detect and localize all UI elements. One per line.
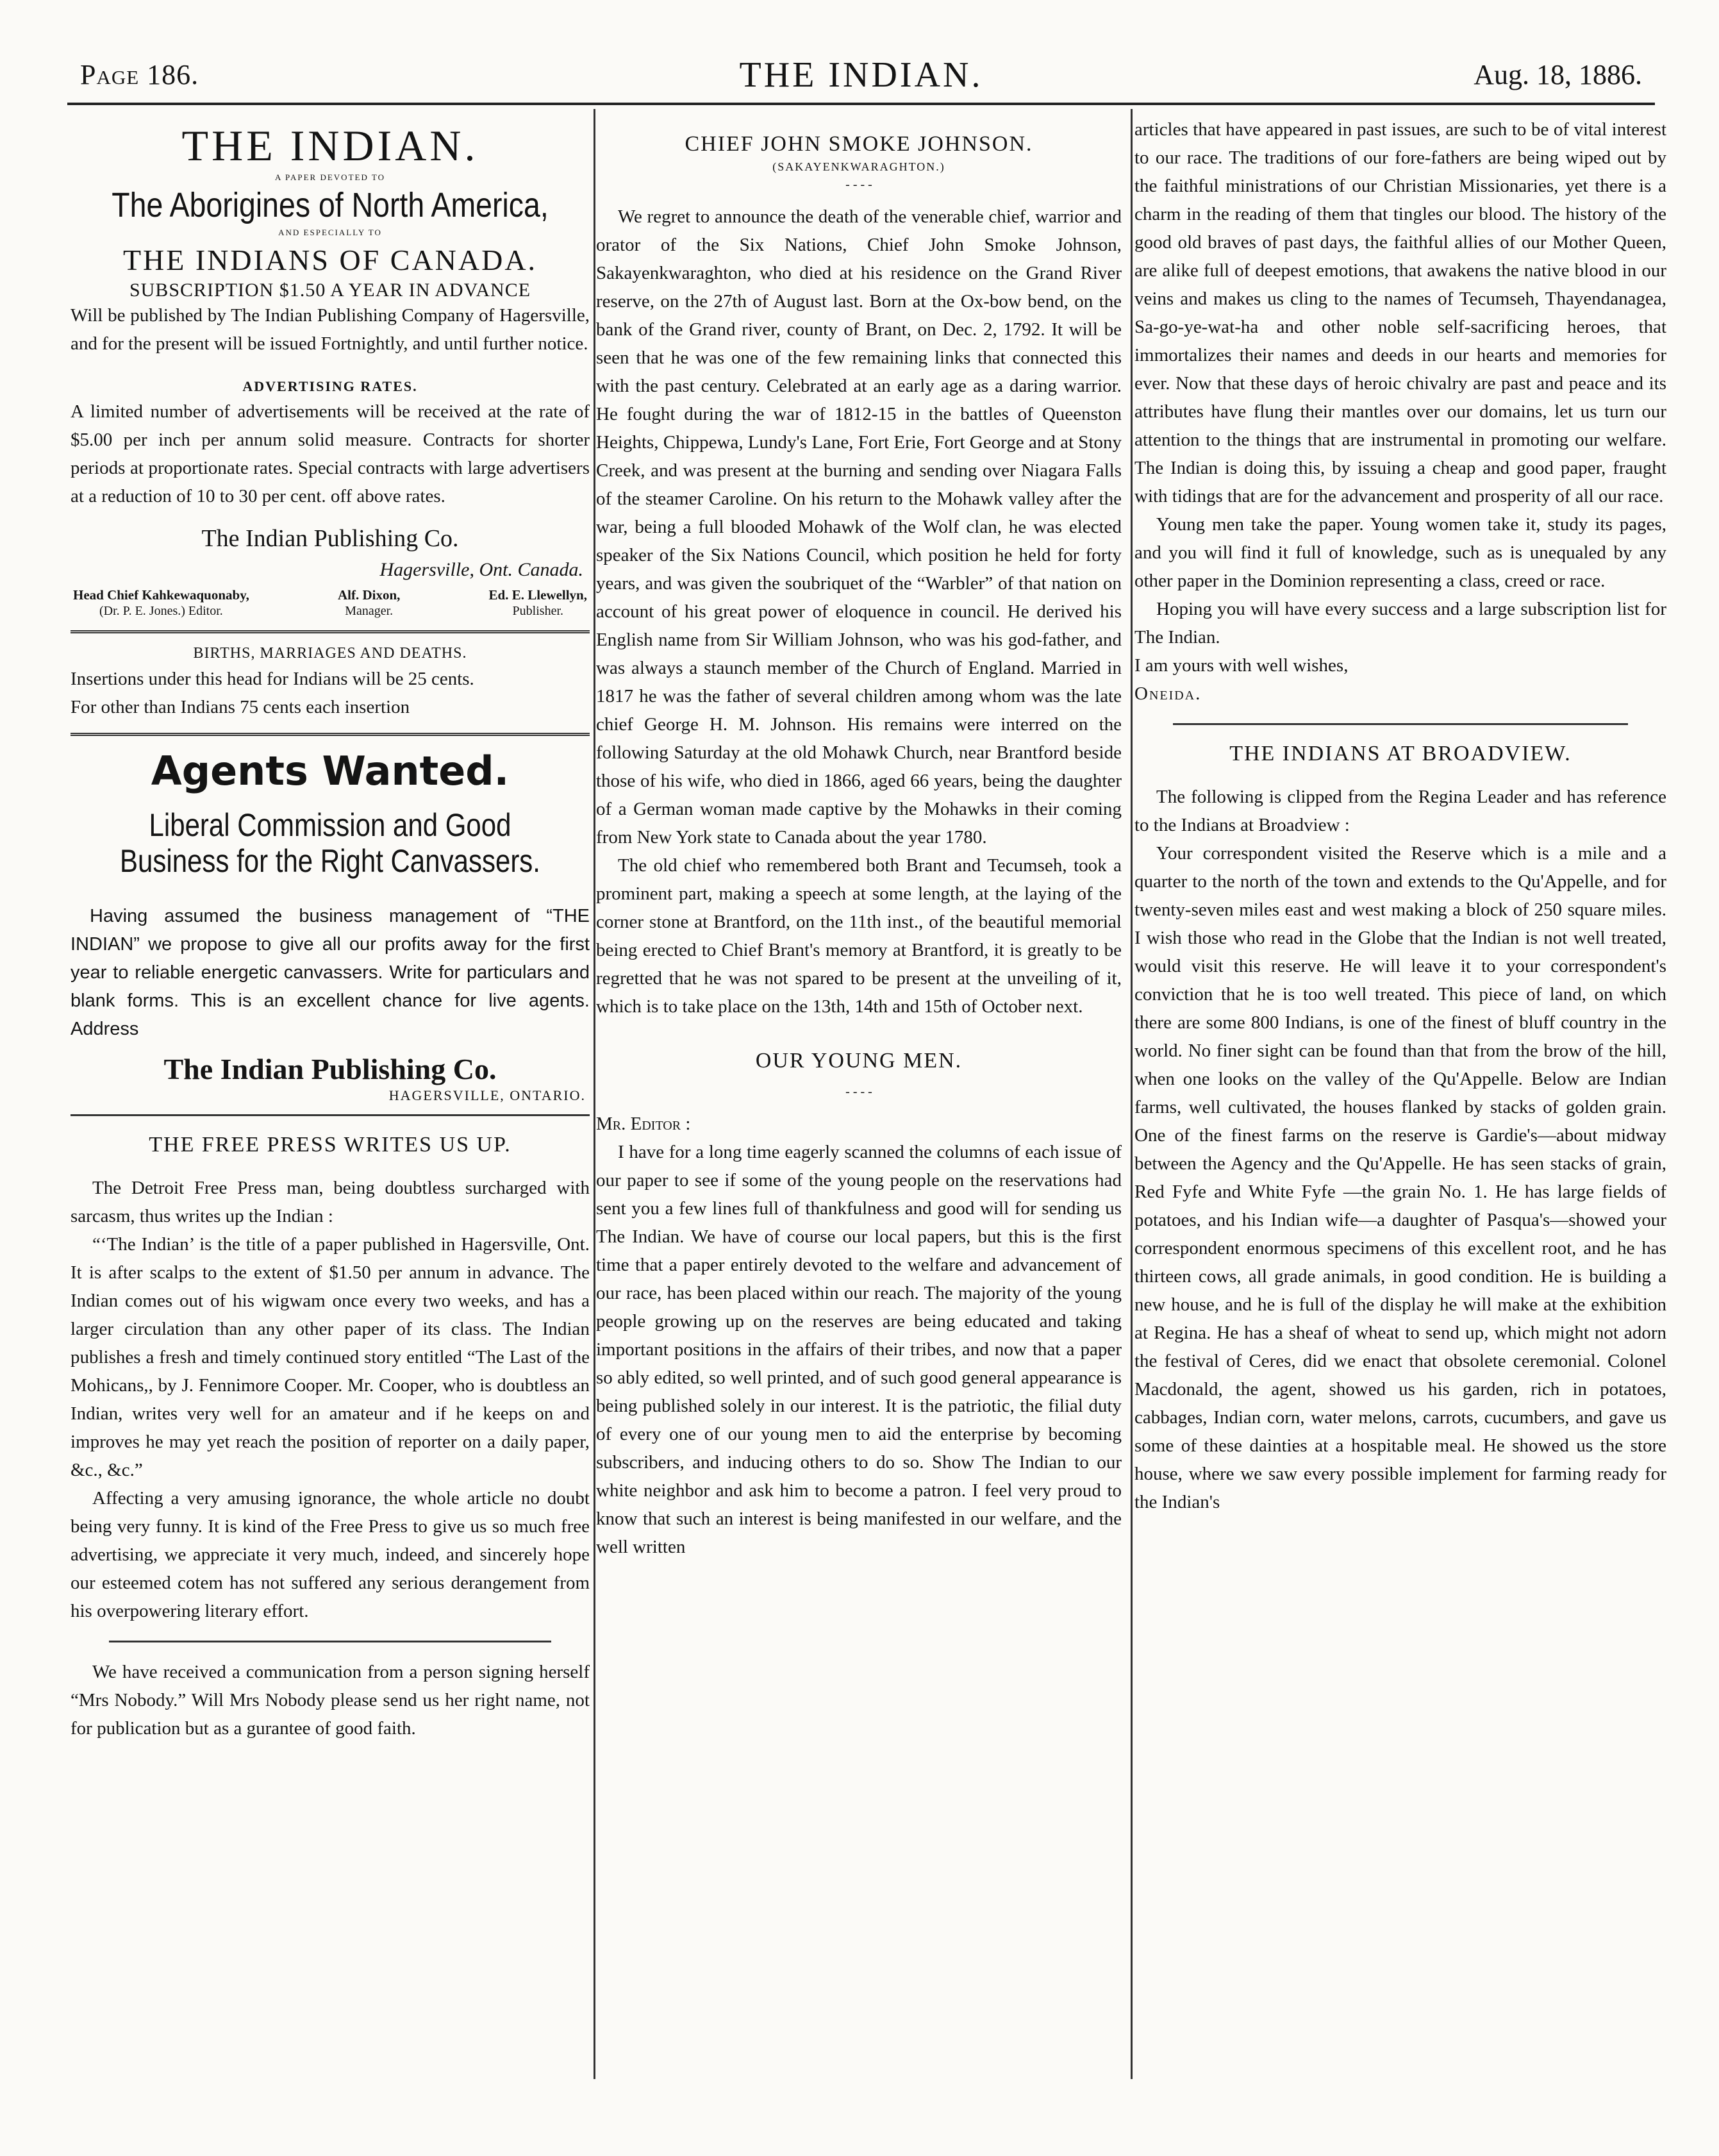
page-number: Page 186.: [80, 59, 199, 90]
especially-line: AND ESPECIALLY TO: [278, 228, 382, 237]
page-header: [67, 54, 1655, 99]
letter-closing: I am yours with well wishes,: [1134, 655, 1349, 676]
advertising-text: A limited number of advertisements will be received at the rate of $5.00 per inch per annum solid measure. Contracts for shorter periods at proportionate rates. Special contracts with large advertisers at a reduction of 10 to 30 per cent. off above rates.: [71, 401, 590, 506]
aborigines-line: The Aborigines of North America,: [112, 186, 549, 224]
divider: [1173, 723, 1628, 725]
broadview-body: Your correspondent visited the Reserve which is a mile and a quarter to the north of the town and extends to the Qu'Appelle, and for twenty-seven miles east and west making a block of 250 square miles. I wish those who read in the Globe that the Indian is not well treated, would visit this reserve. He will leave it to your correspondent's conviction that he is too well treated. This piece of land, on which there are some 800 Indians, is one of the finest of bluff country in the world. No finer sight can be found than that from the brow of the hill, when one looks on the valley of the Qu'Appelle. Below are Indian farms, well cultivated, the houses flanked by stacks of golden grain. One of the finest farms on the reserve is Gardie's—about midway between the Agency and the Qu'Appelle. He has seen stacks of grain, Red Fyfe and White Fyfe —the grain No. 1. He has large fields of potatoes, and his Indian wife—a daughter of Pasqua's—showed your correspondent enormous specimens of this excellent root, and he has thirteen cows, all grade animals, in good condition. He is building a new house, and he is full of the display he will make at the exhibition at Regina. He has a sheaf of wheat to send up, which might not adorn the festival of Ceres, did we enact that obsolete ceremonial. Colonel Macdonald, the agent, showed us his garden, rich in potatoes, cabbages, Indian corn, water melons, carrots, cucumbers, and gave us some of these dainties at a hospitable meal. He showed us the store house, where we saw every possible implement for farming ready for the Indian's: [1134, 843, 1666, 1512]
column-middle: [596, 115, 1122, 1561]
column-right: [1134, 115, 1666, 1516]
mrs-nobody-note: We have received a communication from a person signing herself “Mrs Nobody.” Will Mrs Nobody please send us her right name, not for publication but as a gurantee of good faith.: [71, 1662, 590, 1739]
divider: [71, 733, 590, 736]
staff-publisher: Ed. E. Llewellyn, Publisher.: [488, 587, 587, 618]
staff-list: [73, 587, 587, 619]
column-left: [71, 115, 590, 1742]
divider: [71, 1114, 590, 1116]
header-rule: [67, 103, 1655, 105]
publisher-location: Hagersville, Ont. Canada.: [379, 559, 583, 580]
dash-ornament: - - - -: [845, 178, 872, 192]
young-men-heading: OUR YOUNG MEN.: [755, 1049, 963, 1073]
young-men-p2: Young men take the paper. Young women take it, study its pages, and you will find it full of knowledge, such as is unequaled by any other paper in the Dominion representing a class, creed or race.: [1134, 514, 1666, 591]
letter-signature: Oneida.: [1134, 683, 1202, 704]
obituary-subheading: (SAKAYENKWARAGHTON.): [772, 160, 945, 173]
advertising-heading: ADVERTISING RATES.: [242, 378, 418, 394]
letter-salutation: Mr. Editor :: [596, 1114, 691, 1134]
obituary-heading: CHIEF JOHN SMOKE JOHNSON.: [685, 132, 1033, 156]
newspaper-title: THE INDIAN.: [739, 55, 983, 95]
dash-ornament: - - - -: [845, 1085, 872, 1099]
births-text-2: For other than Indians 75 cents each insertion: [71, 697, 410, 717]
publisher-name: The Indian Publishing Co.: [201, 525, 459, 552]
agents-location: HAGERSVILLE, ONTARIO.: [388, 1087, 586, 1103]
canada-line: THE INDIANS OF CANADA.: [122, 244, 538, 276]
young-men-p1-continued: articles that have appeared in past issues, are such to be of vital interest to our race. The traditions of our fore-fathers are being wiped out by the faithful ministrations of our Christian Missionaries, yet there is a charm in the reading of them that tingles our blood. The history of the good old braves of past days, the faithful allies of our Mother Queen, are alike full of deepest emotions, that awakens the native blood in our veins and makes us cling to the names of Tecumseh, Thayendanagea, Sa-go-ye-wat-ha and other noble self-sacrificing heroes, that immortalizes their names and deeds in our hearts and memories for ever. Now that these days of heroic chivalry are past and peace and its attributes have flung their mantles over our domains, let us turn our attention to the things that are instrumental in promoting our welfare. The Indian is doing this, by issuing a cheap and good paper, fraught with tidings that are for the advancement and prosperity of all our race.: [1134, 119, 1666, 506]
publish-note: Will be published by The Indian Publishing Company of Hagersville, and for the present will be issued Fortnightly, and until further notice.: [71, 305, 590, 354]
young-men-p3: Hoping you will have every success and a large subscription list for The Indian.: [1134, 599, 1666, 648]
obituary-p2: The old chief who remembered both Brant and Tecumseh, took a prominent part, making a speech at some length, at the laying of the corner stone at Brantford, on the 11th inst., of the beautiful memorial being erected to Chief Brant's memory at Brantford, it is greatly to be regretted that he was not spared to be present at the unveiling of it, which is to take place on the 13th, 14th and 15th of October next.: [596, 855, 1122, 1017]
young-men-p1: I have for a long time eagerly scanned the columns of each issue of our paper to see if some of the young people on the reservations had sent you a few lines full of thankfulness and good will for sending us The Indian. We have of course our local papers, but this is the first time that a paper entirely devoted to the welfare and advancement of our race, has been placed within our reach. The majority of the young people growing up on the reserves are being educated and taking important positions in the affairs of their tribes, and now that a paper so ably edited, so well printed, and of such good general appearance is being published solely in our interest. It is the patriotic, the filial duty of every one of our young men to aid the enterprise by becoming subscribers, and inducing others to do so. Show The Indian to our white neighbor and ask him to become a patron. I feel very proud to know that such an interest is being manifested in our welfare, and the well written: [596, 1142, 1122, 1557]
issue-date: Aug. 18, 1886.: [1474, 59, 1642, 90]
agents-heading: Agents Wanted.: [151, 748, 510, 794]
free-press-p3: Affecting a very amusing ignorance, the whole article no doubt being very funny. It is kind of the Free Press to give us so much free advertising, we appreciate it very much, indeed, and sincerely hope our esteemed cotem has not suffered any serious derangement from his overpowering literary effort.: [71, 1488, 590, 1621]
broadview-intro: The following is clipped from the Regina Leader and has reference to the Indians at Broadview :: [1134, 787, 1666, 835]
free-press-quote: “‘The Indian’ is the title of a paper published in Hagersville, Ont. It is after scalps to the extent of $1.50 per annum in advance. The Indian comes out of his wigwam once every two weeks, and has a larger circulation than any other paper of its class. The Indian publishes a fresh and timely continued story entitled “The Last of the Mohicans,, by J. Fennimore Cooper. Mr. Cooper, who is doubtless an Indian, writes very well for an amateur and if he keeps on and improves he may yet reach the position of reporter on a daily paper, &c., &c.”: [71, 1234, 590, 1480]
column-rule: [1131, 109, 1133, 2079]
masthead-title: THE INDIAN.: [181, 121, 479, 170]
column-rule: [594, 109, 595, 2079]
agents-subheading: Liberal Commission and Good Business for the Right Canvassers.: [120, 807, 540, 879]
devoted-line: A PAPER DEVOTED TO: [275, 172, 385, 182]
births-text-1: Insertions under this head for Indians will be 25 cents.: [71, 669, 474, 689]
subscription-line: SUBSCRIPTION $1.50 A YEAR IN ADVANCE: [129, 280, 531, 301]
staff-editor: Head Chief Kahkewaquonaby, (Dr. P. E. Jones.) Editor.: [73, 587, 249, 618]
divider: [109, 1641, 551, 1642]
agents-company: The Indian Publishing Co.: [163, 1053, 497, 1085]
broadview-heading: THE INDIANS AT BROADVIEW.: [1229, 742, 1572, 765]
obituary-p1: We regret to announce the death of the venerable chief, warrior and orator of the Six Nations, Chief John Smoke Johnson, Sakayenkwaraghton, who died at his residence on the Grand River reserve, on the 27th of August last. Born at the Ox-bow bend, on the bank of the Grand river, county of Brant, on Dec. 2, 1792. It will be seen that he was one of the few remaining links that connected this with the past century. Celebrated at an early age as a daring warrior. He fought during the war of 1812-15 in the battles of Queenston Heights, Chippewa, Lundy's Lane, Fort Erie, Fort George and at Stony Creek, and was present at the burning and sending over Niagara Falls of the steamer Caroline. On his return to the Mohawk valley after the war, being a full blooded Mohawk of the Wolf clan, he was elected speaker of the Six Nations Council, which position he held for forty years, and was given the soubriquet of the “Warbler” of that nation on account of his great power of eloquence in council. He derived his English name from Sir William Johnson, who was his god-father, and was always a staunch member of the Church of England. Married in 1817 he was the father of several children among whom was the late chief George H. M. Johnson. His remains were interred on the following Saturday at the old Mohawk Church, near Brantford beside those of his wife, who died in 1866, aged 66 years, being the daughter of a German woman made captive by the Mohawks in their coming from New York state to Canada about the year 1780.: [596, 206, 1122, 848]
staff-manager: Alf. Dixon, Manager.: [337, 587, 401, 618]
free-press-heading: THE FREE PRESS WRITES US UP.: [149, 1133, 511, 1157]
divider: [71, 630, 590, 633]
agents-body: Having assumed the business management of “THE INDIAN” we propose to give all our profits away for the first year to reliable energetic canvassers. Write for particulars and blank forms. This is an excellent chance for live agents. Address: [71, 906, 590, 1039]
free-press-p1: The Detroit Free Press man, being doubtless surcharged with sarcasm, thus writes up the Indian :: [71, 1178, 590, 1226]
births-heading: BIRTHS, MARRIAGES AND DEATHS.: [193, 645, 467, 662]
